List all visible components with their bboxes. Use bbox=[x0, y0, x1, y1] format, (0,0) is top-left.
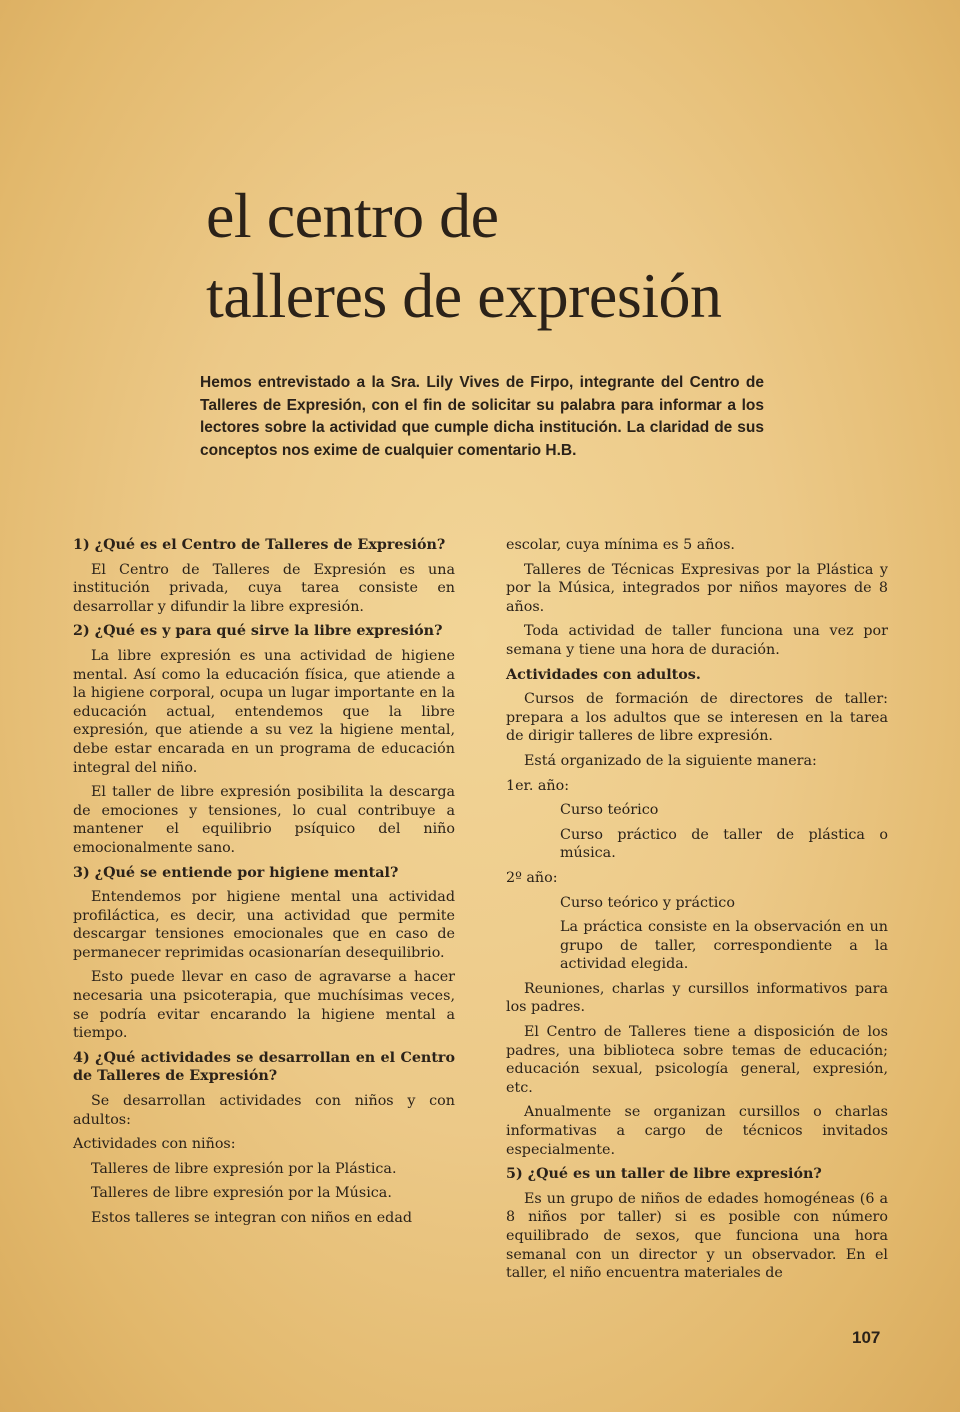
year-2-items bbox=[506, 894, 888, 974]
article-title-line-2: talleres de expresión bbox=[206, 260, 722, 331]
children-activity-plastica: Talleres de libre expresión por la Plástica. bbox=[91, 1160, 397, 1177]
year-2-item-practice-detail: La práctica consiste en la observación en un grupo de taller, correspondiente a la actividad elegida. bbox=[560, 919, 888, 973]
year-1-item-practice: Curso práctico de taller de plástica o música. bbox=[560, 826, 888, 862]
article-title-line-1: el centro de bbox=[206, 180, 499, 251]
answer-4-paragraph: Se desarrollan actividades con niños y con adultos: bbox=[73, 1093, 455, 1128]
library-paragraph: El Centro de Talleres tiene a disposición de los padres, una biblioteca sobre temas de educación; educación sexual, psicología general, expresión, etc. bbox=[506, 1024, 888, 1096]
question-4: 4) ¿Qué actividades se desarrollan en el Centro de Talleres de Expresión? bbox=[73, 1049, 455, 1085]
question-5: 5) ¿Qué es un taller de libre expresión? bbox=[506, 1166, 822, 1183]
year-1-items bbox=[506, 801, 888, 863]
year-1-item-theory: Curso teórico bbox=[560, 802, 659, 819]
right-column bbox=[506, 536, 888, 1289]
taller-schedule-paragraph: Toda actividad de taller funciona una vez por semana y tiene una hora de duración. bbox=[506, 623, 888, 658]
answer-3-paragraph-2: Esto puede llevar en caso de agravarse a hacer necesaria una psicoterapia, que muchísimas veces, se podría evitar encarando la higiene mental a tiempo. bbox=[73, 969, 455, 1042]
parents-meetings-paragraph: Reuniones, charlas y cursillos informativos para los padres. bbox=[506, 980, 888, 1016]
organization-paragraph: Está organizado de la siguiente manera: bbox=[524, 752, 817, 769]
children-activities-label: Actividades con niños: bbox=[73, 1136, 236, 1153]
year-2-label: 2º año: bbox=[506, 869, 558, 886]
answer-2-paragraph-1: La libre expresión es una actividad de higiene mental. Así como la educación física, que atiende a la higiene corporal, ocupa un lugar importante en la educación actual, entendemos que la libre expresión, que atiende a su vez la higiene mental, debe estar encarada en un programa de educación integral del niño. bbox=[73, 647, 455, 776]
question-3: 3) ¿Qué se entiende por higiene mental? bbox=[73, 864, 399, 881]
tecnicas-expresivas-paragraph: Talleres de Técnicas Expresivas por la Plástica y por la Música, integrados por niños mayores de 8 años. bbox=[506, 561, 888, 615]
article-title bbox=[206, 176, 722, 336]
article-intro: Hemos entrevistado a la Sra. Lily Vives de Firpo, integrante del Centro de Talleres de Expresión, con el fin de solicitar su palabra para informar a los lectores sobre la actividad que cumple dicha institución. La claridad de sus conceptos nos exime de cualquier comentario H.B. bbox=[200, 374, 764, 459]
director-courses-paragraph: Cursos de formación de directores de taller: prepara a los adultos que se interesen en la tarea de dirigir talleres de libre expresión. bbox=[506, 691, 888, 745]
answer-5-paragraph: Es un grupo de niños de edades homogéneas (6 a 8 niños por taller) si es posible con número equilibrado de sexos, que funciona una hora semanal con un director y un observador. En el taller, el niño encuentra materiales de bbox=[506, 1190, 888, 1282]
answer-1-paragraph: El Centro de Talleres de Expresión es una institución privada, cuya tarea consiste en desarrollar y difundir la libre expresión. bbox=[73, 561, 455, 615]
annual-courses-paragraph: Anualmente se organizan cursillos o charlas informativas a cargo de técnicos invitados especialmente. bbox=[506, 1104, 888, 1158]
left-column bbox=[73, 536, 455, 1234]
question-1: 1) ¿Qué es el Centro de Talleres de Expresión? bbox=[73, 537, 446, 553]
page-number: 107 bbox=[852, 1328, 881, 1347]
question-2: 2) ¿Qué es y para qué sirve la libre expresión? bbox=[73, 623, 443, 640]
answer-2-paragraph-2: El taller de libre expresión posibilita la descarga de emociones y tensiones, lo cual contribuye a mantener el equilibrio psíquico del niño emocionalmente sano. bbox=[73, 784, 455, 856]
children-activity-note: Estos talleres se integran con niños en edad bbox=[91, 1210, 412, 1226]
year-2-item-course: Curso teórico y práctico bbox=[560, 894, 735, 911]
answer-3-paragraph-1: Entendemos por higiene mental una actividad profiláctica, es decir, una actividad que permite descargar tensiones emocionales que en caso de permanecer reprimidas ocasionarían desequilibrio. bbox=[73, 889, 455, 961]
year-1-label: 1er. año: bbox=[506, 777, 570, 794]
continued-text: escolar, cuya mínima es 5 años. bbox=[506, 537, 735, 553]
children-activity-musica: Talleres de libre expresión por la Música. bbox=[91, 1185, 392, 1202]
adult-activities-heading: Actividades con adultos. bbox=[506, 666, 701, 683]
